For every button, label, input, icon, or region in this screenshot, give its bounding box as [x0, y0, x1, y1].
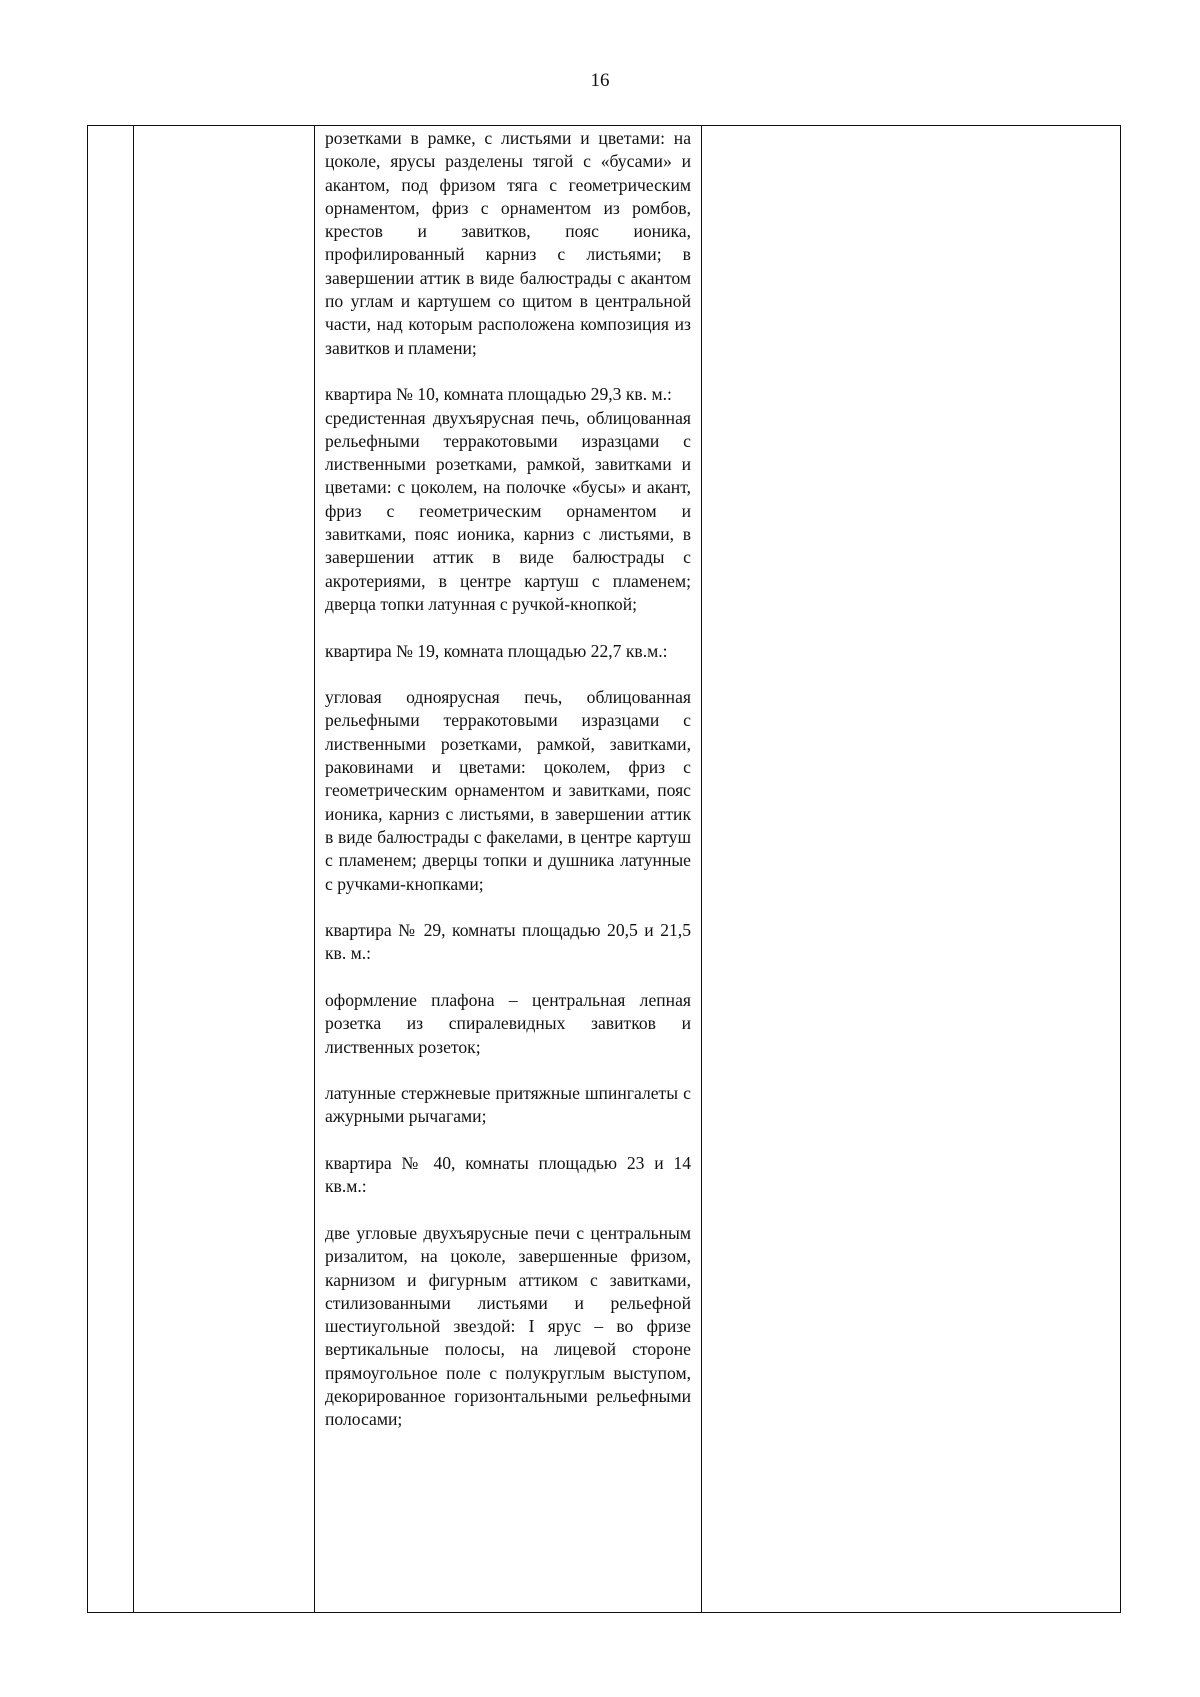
description-paragraph: угловая одноярусная печь, облицованная рельефными терракотовыми изразцами с лиственными розетками, рамкой, завитками, раковинами и цветами: цоколем, фриз с геометрическим орнаментом и завитками, пояс ионика, карниз с листьями, в завершении аттик в виде балюстрады с факелами, в центре картуш с пламенем; дверцы топки и душника латунные с ручками-кнопками;	[325, 687, 691, 894]
monument-table	[87, 125, 1121, 1613]
apartment-heading: квартира № 29, комнаты площадью 20,5 и 21,5 кв. м.:	[325, 920, 691, 964]
description-paragraph: средистенная двухъярусная печь, облицованная рельефными терракотовыми изразцами с лиственными розетками, рамкой, завитками и цветами: с цоколем, на полочке «бусы» и акант, фриз с геометрическим орнаментом и завитками, пояс ионика, карниз с листьями, в завершении аттик в виде балюстрады с акротериями, в центре картуш с пламенем; дверца топки латунная с ручкой-кнопкой;	[325, 407, 691, 614]
page-number: 16	[590, 70, 610, 91]
description-cell	[315, 126, 702, 1613]
name-cell	[134, 126, 315, 1613]
table-row	[88, 126, 1121, 1613]
apartment-heading: квартира № 10, комната площадью 29,3 кв. м.:	[325, 384, 672, 405]
number-cell	[88, 126, 134, 1613]
description-paragraph: две угловые двухъярусные печи с центральным ризалитом, на цоколе, завершенные фризом, карнизом и фигурным аттиком с завитками, стилизованными листьями и рельефной шестиугольной звездой: I ярус – во фризе вертикальные полосы, на лицевой стороне прямоугольное поле с полукруглым выступом, декорированное горизонтальными рельефными полосами;	[325, 1222, 691, 1430]
description-paragraph: латунные стержневые притяжные шпингалеты с ажурными рычагами;	[325, 1083, 691, 1127]
description-paragraph: оформление плафона – центральная лепная розетка из спиралевидных завитков и лиственных розеток;	[325, 989, 691, 1057]
apartment-heading: квартира № 19, комната площадью 22,7 кв.м.:	[325, 640, 668, 661]
description-paragraph: розетками в рамке, с листьями и цветами: на цоколе, ярусы разделены тягой с «бусами» и акантом, под фризом тяга с геометрическим орнаментом, фриз с орнаментом из ромбов, крестов и завитков, пояс ионика, профилированный карниз с листьями; в завершении аттик в виде балюстрады с акантом по углам и картушем со щитом в центральной части, над которым расположена композиция из завитков и пламени;	[325, 128, 691, 358]
apartment-heading: квартира № 40, комнаты площадью 23 и 14 кв.м.:	[325, 1153, 691, 1197]
notes-cell	[702, 126, 1121, 1613]
